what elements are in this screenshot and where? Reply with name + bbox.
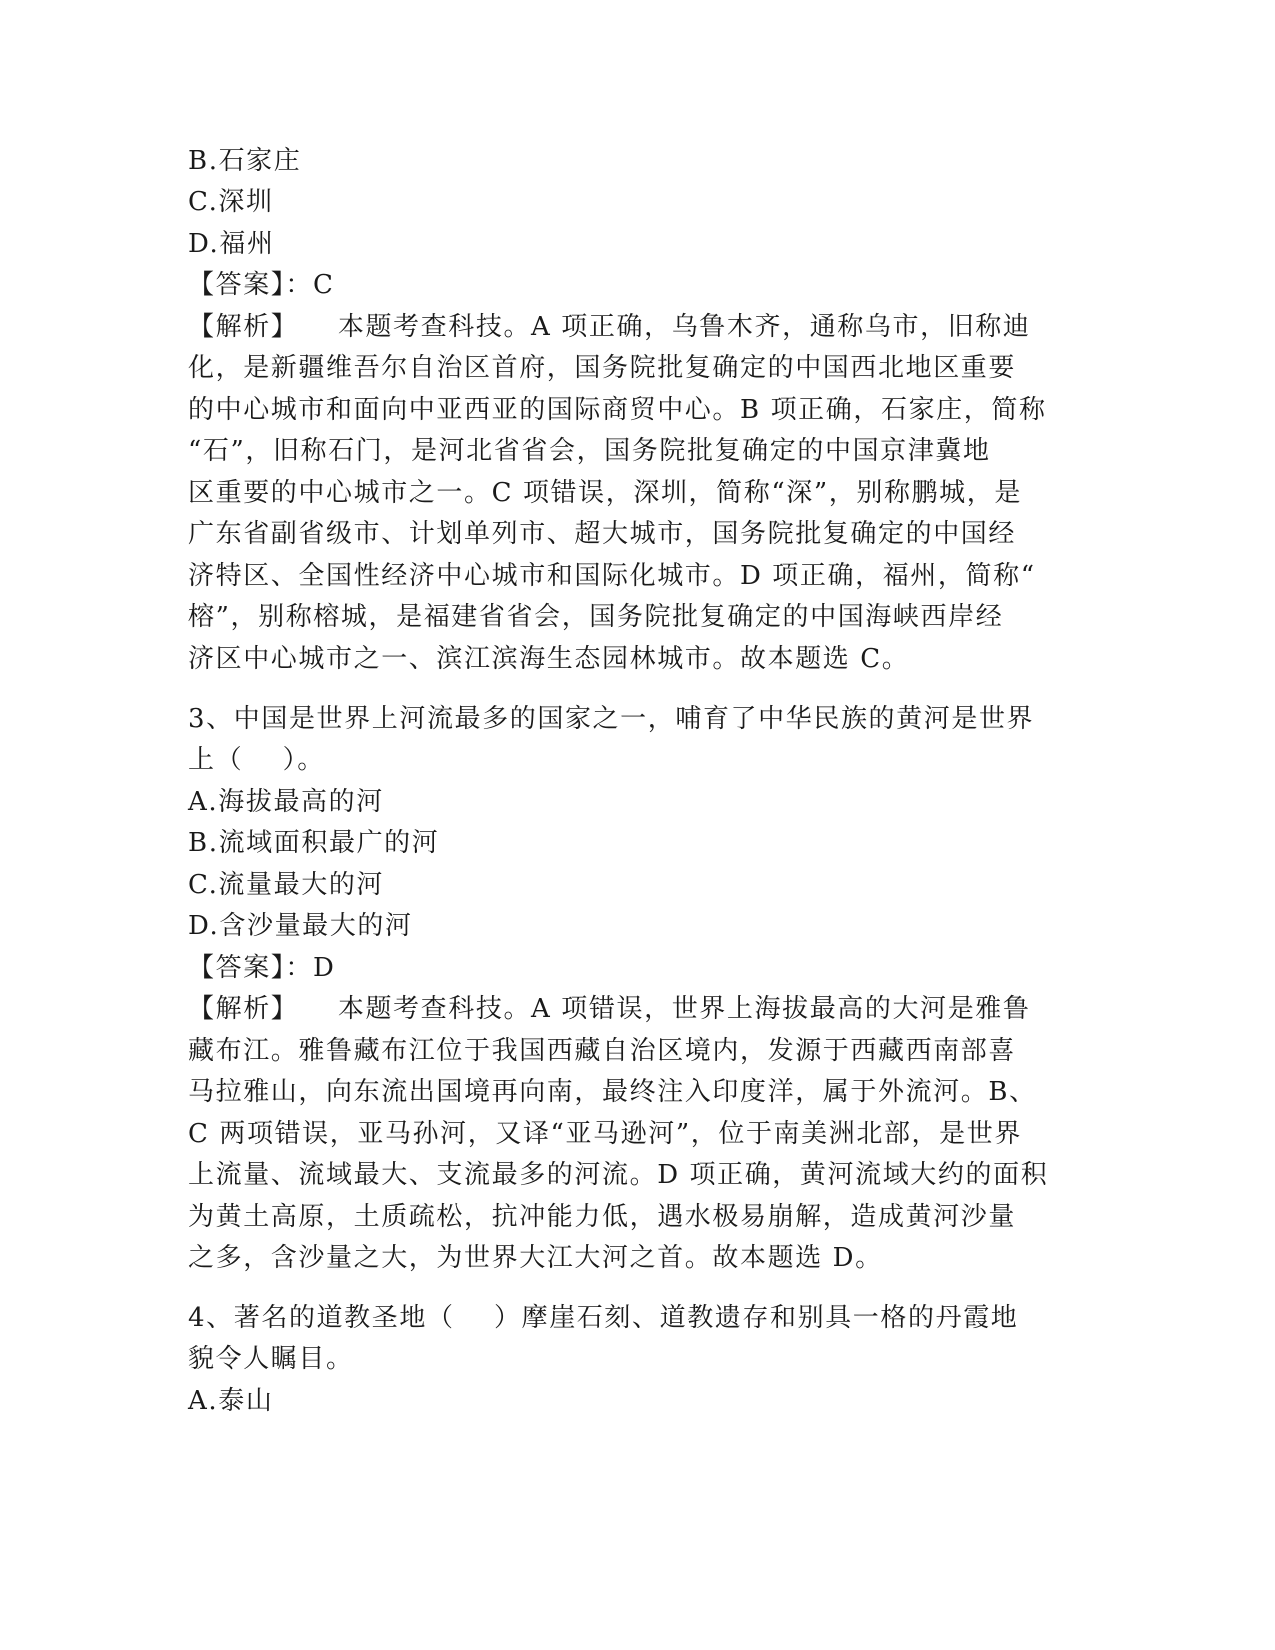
- explanation-q3-line: C 两项错误，亚马孙河，又译“亚马逊河”，位于南美洲北部，是世界: [188, 1119, 1022, 1149]
- explanation-q2-line: 的中心城市和面向中亚西亚的国际商贸中心。B 项正确，石家庄，简称: [188, 395, 1047, 425]
- explanation-q3-line: 为黄土高原，土质疏松，抗冲能力低，遇水极易崩解，造成黄河沙量: [188, 1202, 1017, 1232]
- option-a: A.海拔最高的河: [188, 787, 384, 817]
- option-a-taishan: A.泰山: [188, 1386, 274, 1416]
- explanation-q2-line: 济区中心城市之一、滨江滨海生态园林城市。故本题选 C。: [188, 644, 910, 674]
- option-d: D.含沙量最大的河: [188, 911, 413, 941]
- explanation-q3-line: 藏布江。雅鲁藏布江位于我国西藏自治区境内，发源于西藏西南部喜: [188, 1036, 1017, 1066]
- explanation-q3-line: 马拉雅山，向东流出国境再向南，最终注入印度洋，属于外流河。B、: [188, 1077, 1037, 1107]
- explanation-q2-line: 榕”，别称榕城，是福建省省会，国务院批复确定的中国海峡西岸经: [188, 602, 1004, 632]
- explanation-q3-line: 上流量、流域最大、支流最多的河流。D 项正确，黄河流域大约的面积: [188, 1160, 1049, 1190]
- explanation-q2-line: 化，是新疆维吾尔自治区首府，国务院批复确定的中国西北地区重要: [188, 353, 1017, 383]
- answer-q2: 【答案】：C: [188, 270, 335, 300]
- explanation-q2-line: 【解析】 本题考查科技。A 项正确，乌鲁木齐，通称乌市，旧称迪: [188, 312, 1031, 342]
- explanation-q2-line: 济特区、全国性经济中心城市和国际化城市。D 项正确，福州，简称“: [188, 561, 1036, 591]
- explanation-q2-line: 区重要的中心城市之一。C 项错误，深圳，简称“深”，别称鹏城，是: [188, 478, 1022, 508]
- explanation-q3-line: 之多，含沙量之大，为世界大江大河之首。故本题选 D。: [188, 1243, 883, 1273]
- explanation-q2-line: 广东省副省级市、计划单列市、超大城市，国务院批复确定的中国经: [188, 519, 1017, 549]
- question-3-stem: 上（ ）。: [188, 745, 325, 775]
- option-b-shijiazhuang: B.石家庄: [188, 146, 302, 176]
- question-3-stem: 3、中国是世界上河流最多的国家之一，哺育了中华民族的黄河是世界: [188, 704, 1035, 734]
- option-c: C.流量最大的河: [188, 870, 385, 900]
- explanation-q2-line: “石”，旧称石门，是河北省省会，国务院批复确定的中国京津冀地: [188, 436, 991, 466]
- option-d-fuzhou: D.福州: [188, 229, 275, 259]
- explanation-q3-line: 【解析】 本题考查科技。A 项错误，世界上海拔最高的大河是雅鲁: [188, 994, 1031, 1024]
- answer-q3: 【答案】：D: [188, 953, 336, 983]
- option-c-shenzhen: C.深圳: [188, 187, 274, 217]
- question-4-stem: 貌令人瞩目。: [188, 1344, 354, 1374]
- question-4-stem: 4、著名的道教圣地（ ）摩崖石刻、道教遗存和别具一格的丹霞地: [188, 1303, 1019, 1333]
- option-b: B.流域面积最广的河: [188, 828, 440, 858]
